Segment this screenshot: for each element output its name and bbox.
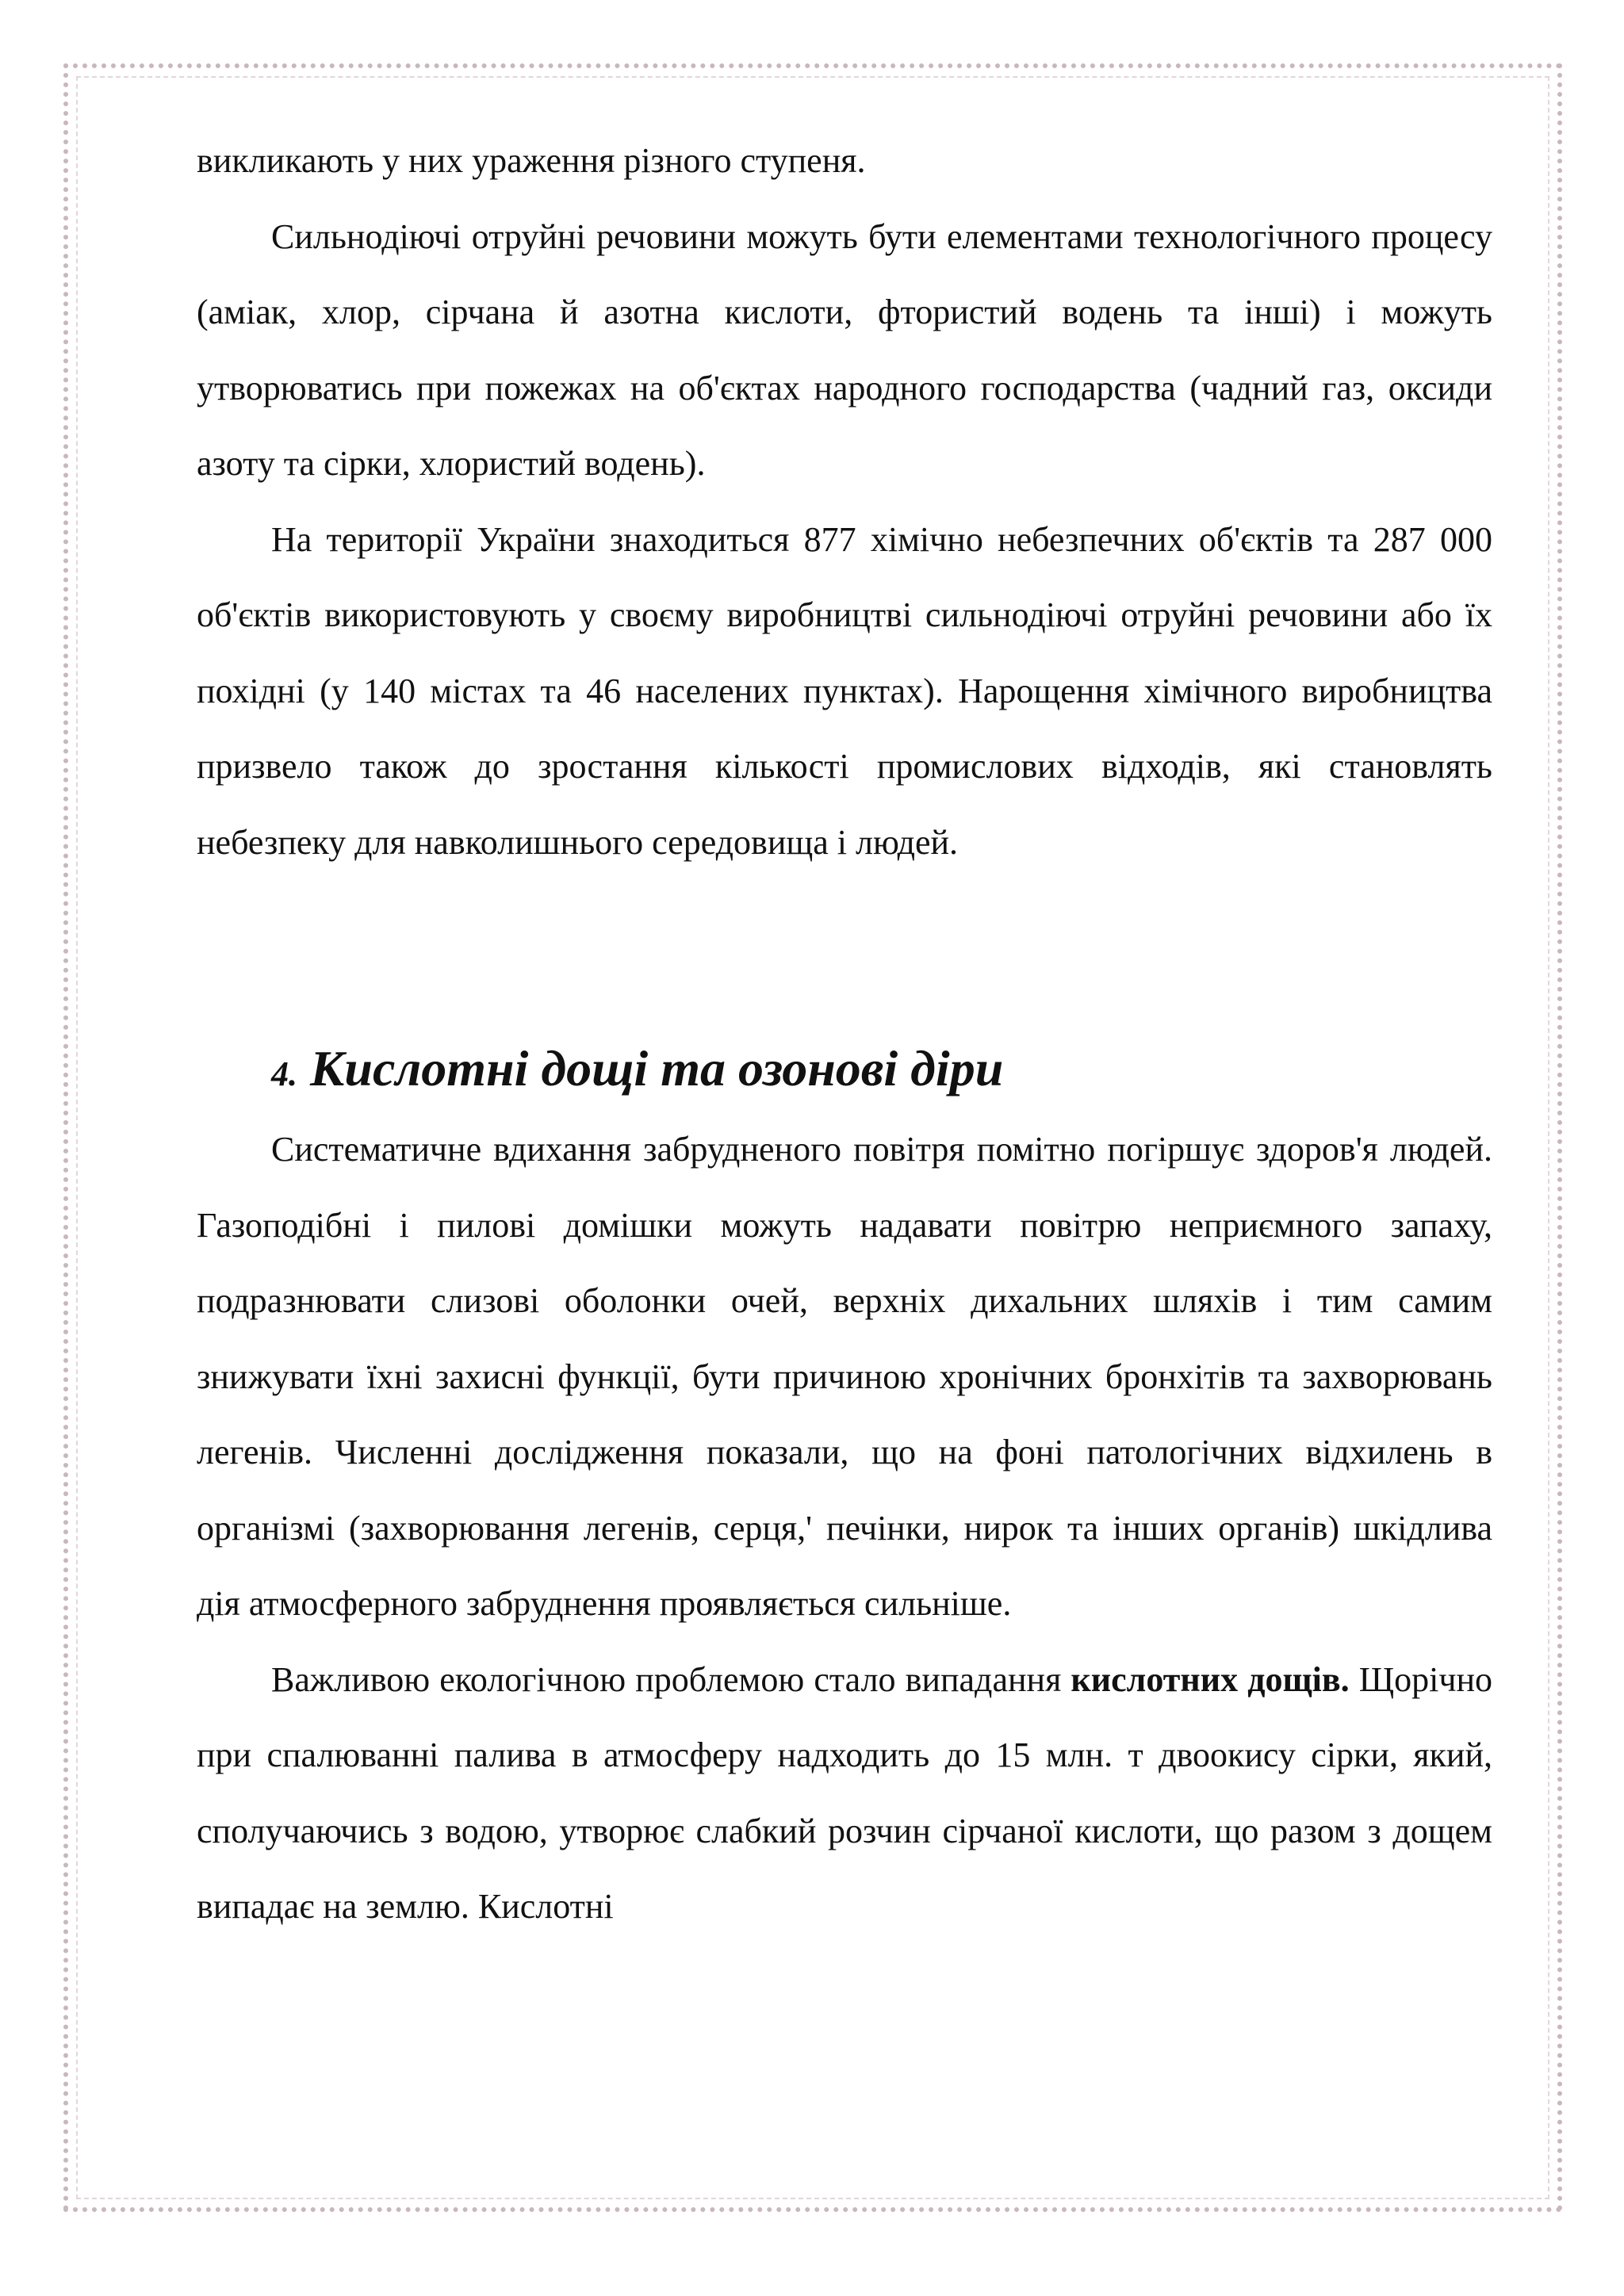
paragraph-continuation: викликають у них ураження різного ступеня.: [197, 141, 866, 180]
acid-rain-text-end: Щорічно при спалюванні палива в атмосферу надходить до 15 млн. т двоокису сірки, який, сполучаючись з водою, утворює слабкий розчин сірчаної кислоти, що разом з дощем випадає на землю. Кислотні: [197, 1659, 1492, 1926]
acid-rain-text-start: Важливою екологічною проблемою стало випадання: [271, 1659, 1071, 1699]
paragraph-ukraine-objects: На території України знаходиться 877 хімічно небезпечних об'єктів та 287 000 об'єктів використовують у своєму виробництві сильнодіючі отруйні речовини або їх похідні (у 140 містах та 46 населених пунктах). Нарощення хімічного виробництва призвело також до зростання кількості промислових відходів, які становлять небезпеку для навколишнього середовища і людей.: [197, 519, 1492, 862]
acid-rain-term: кислотних дощів.: [1071, 1659, 1350, 1699]
paragraph-acid-rain: [197, 1642, 1492, 1945]
section-number: 4.: [271, 1054, 297, 1093]
section-heading: [197, 1031, 1492, 1112]
document-body: [197, 123, 1492, 1945]
paragraph-air-pollution-health: Систематичне вдихання забрудненого повітря помітно погіршує здоров'я людей. Газоподібні і пилові домішки можуть надавати повітрю неприємного запаху, подразнювати слизові оболонки очей, верхніх дихальних шляхів і тим самим знижувати їхні захисні функції, бути причиною хронічних бронхітів та захворювань легенів. Численні дослідження показали, що на фоні патологічних відхилень в організмі (захворювання легенів, серця,' печінки, нирок та інших органів) шкідлива дія атмосферного забруднення проявляється сильніше.: [197, 1130, 1492, 1623]
section-title: Кислотні дощі та озонові діри: [310, 1040, 1004, 1096]
paragraph-toxic-substances: Сильнодіючі отруйні речовини можуть бути елементами технологічного процесу (аміак, хлор, сірчана й азотна кислоти, фтористий водень та інші) і можуть утворюватись при пожежах на об'єктах народного господарства (чадний газ, оксиди азоту та сірки, хлористий водень).: [197, 216, 1492, 483]
section-spacer: [197, 880, 1492, 1031]
